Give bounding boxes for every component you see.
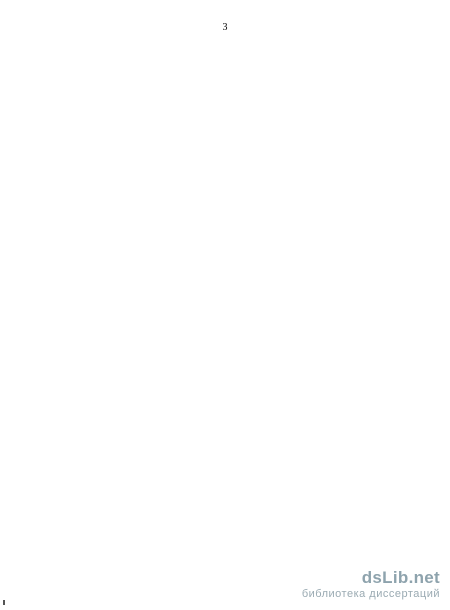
watermark-subtitle: библиотека диссертаций xyxy=(301,588,440,600)
watermark-logo: dsLib.net xyxy=(361,568,440,587)
page-number: 3 xyxy=(222,22,228,33)
dslib-watermark xyxy=(280,568,440,601)
scan-corner-mark xyxy=(3,600,5,605)
